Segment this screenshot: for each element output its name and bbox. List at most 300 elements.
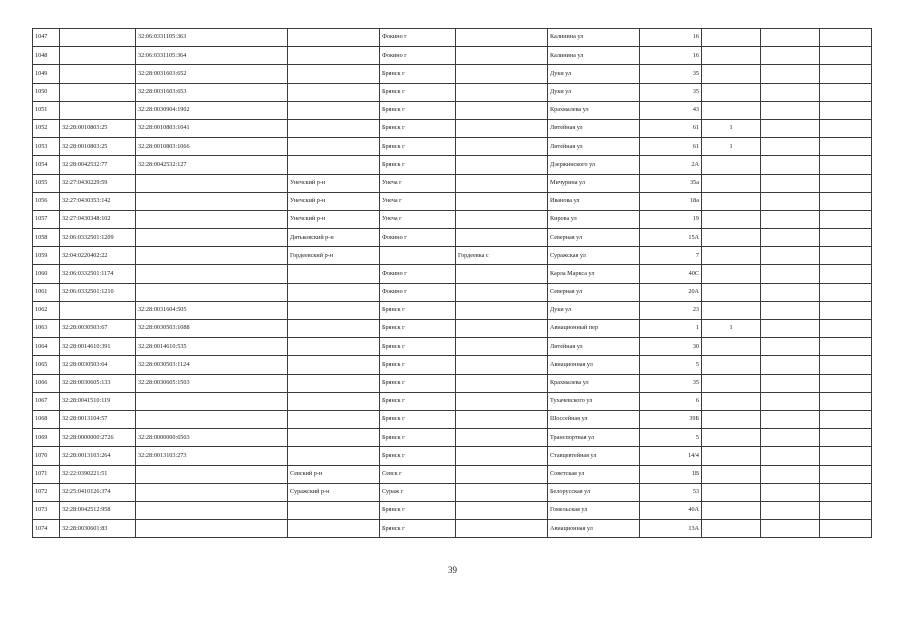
extra-column-1-cell — [761, 101, 820, 119]
row-number-cell: 1056 — [33, 192, 60, 210]
city-cell: Брянск г — [380, 101, 456, 119]
street-cell: Дуки ул — [548, 83, 640, 101]
house-number-cell: 35 — [640, 374, 702, 392]
extra-column-2-cell — [820, 29, 872, 47]
row-number-cell: 1069 — [33, 429, 60, 447]
street-cell: Северная ул — [548, 229, 640, 247]
table-row — [33, 429, 872, 447]
district-cell — [288, 265, 380, 283]
city-cell: Фокино г — [380, 47, 456, 65]
house-number-cell: 40С — [640, 265, 702, 283]
extra-column-2-cell — [820, 83, 872, 101]
street-cell: Крахмалева ул — [548, 374, 640, 392]
district-cell — [288, 119, 380, 137]
city-cell: Брянск г — [380, 301, 456, 319]
settlement-cell: Гордеевка с — [456, 247, 548, 265]
parcel-cadastral-number-cell: 32:06:0332501:1210 — [60, 283, 136, 301]
house-number-cell: 61 — [640, 119, 702, 137]
house-number-cell: 15А — [640, 229, 702, 247]
table-row — [33, 283, 872, 301]
city-cell: Фокино г — [380, 229, 456, 247]
parcel-cadastral-number-cell: 32:28:0030503:67 — [60, 320, 136, 338]
parcel-cadastral-number-cell: 32:28:0030503:64 — [60, 356, 136, 374]
extra-column-1-cell — [761, 29, 820, 47]
parcel-cadastral-number-cell: 32:28:0010803:25 — [60, 119, 136, 137]
settlement-cell — [456, 265, 548, 283]
table-row — [33, 156, 872, 174]
table-row — [33, 392, 872, 410]
building-number-cell: 1 — [702, 320, 761, 338]
street-cell: Дзержинского ул — [548, 156, 640, 174]
building-cadastral-number-cell — [136, 192, 288, 210]
house-number-cell: 39Б — [640, 410, 702, 428]
extra-column-2-cell — [820, 247, 872, 265]
building-number-cell — [702, 174, 761, 192]
street-cell: Калинина ул — [548, 47, 640, 65]
settlement-cell — [456, 47, 548, 65]
district-cell — [288, 520, 380, 538]
settlement-cell — [456, 83, 548, 101]
extra-column-1-cell — [761, 65, 820, 83]
extra-column-2-cell — [820, 47, 872, 65]
parcel-cadastral-number-cell — [60, 29, 136, 47]
building-cadastral-number-cell: 32:28:0010803:1041 — [136, 119, 288, 137]
city-cell: Сураж г — [380, 483, 456, 501]
table-row — [33, 174, 872, 192]
city-cell: Унеча г — [380, 174, 456, 192]
city-cell: Брянск г — [380, 447, 456, 465]
extra-column-1-cell — [761, 301, 820, 319]
row-number-cell: 1063 — [33, 320, 60, 338]
building-cadastral-number-cell: 32:28:0014610:535 — [136, 338, 288, 356]
table-row — [33, 265, 872, 283]
house-number-cell: 1 — [640, 320, 702, 338]
street-cell: Гомельская ул — [548, 501, 640, 519]
row-number-cell: 1074 — [33, 520, 60, 538]
city-cell — [380, 247, 456, 265]
row-number-cell: 1073 — [33, 501, 60, 519]
extra-column-2-cell — [820, 138, 872, 156]
extra-column-1-cell — [761, 247, 820, 265]
house-number-cell: 43 — [640, 101, 702, 119]
extra-column-2-cell — [820, 192, 872, 210]
extra-column-2-cell — [820, 501, 872, 519]
table-row — [33, 483, 872, 501]
extra-column-2-cell — [820, 483, 872, 501]
house-number-cell: 1В — [640, 465, 702, 483]
building-number-cell — [702, 465, 761, 483]
extra-column-1-cell — [761, 47, 820, 65]
city-cell: Брянск г — [380, 138, 456, 156]
building-cadastral-number-cell: 32:28:0031604:505 — [136, 301, 288, 319]
extra-column-1-cell — [761, 338, 820, 356]
district-cell — [288, 65, 380, 83]
extra-column-1-cell — [761, 229, 820, 247]
building-number-cell — [702, 210, 761, 228]
street-cell: Суражская ул — [548, 247, 640, 265]
building-number-cell: 1 — [702, 119, 761, 137]
row-number-cell: 1049 — [33, 65, 60, 83]
settlement-cell — [456, 156, 548, 174]
extra-column-1-cell — [761, 156, 820, 174]
row-number-cell: 1050 — [33, 83, 60, 101]
extra-column-1-cell — [761, 83, 820, 101]
house-number-cell: 19 — [640, 210, 702, 228]
parcel-cadastral-number-cell: 32:27:0430348:102 — [60, 210, 136, 228]
parcel-cadastral-number-cell: 32:27:0430353:142 — [60, 192, 136, 210]
house-number-cell: 30 — [640, 338, 702, 356]
table-row — [33, 229, 872, 247]
building-cadastral-number-cell — [136, 392, 288, 410]
parcel-cadastral-number-cell — [60, 47, 136, 65]
street-cell: Авиационная ул — [548, 520, 640, 538]
table-row — [33, 101, 872, 119]
extra-column-2-cell — [820, 429, 872, 447]
house-number-cell: 16 — [640, 47, 702, 65]
district-cell — [288, 156, 380, 174]
parcel-cadastral-number-cell: 32:25:0410126:374 — [60, 483, 136, 501]
extra-column-1-cell — [761, 501, 820, 519]
city-cell: Брянск г — [380, 356, 456, 374]
settlement-cell — [456, 447, 548, 465]
district-cell: Севский р-н — [288, 465, 380, 483]
building-number-cell — [702, 156, 761, 174]
settlement-cell — [456, 410, 548, 428]
settlement-cell — [456, 301, 548, 319]
street-cell: Литейная ул — [548, 138, 640, 156]
city-cell: Севск г — [380, 465, 456, 483]
row-number-cell: 1054 — [33, 156, 60, 174]
parcel-cadastral-number-cell: 32:22:0390221:51 — [60, 465, 136, 483]
building-cadastral-number-cell — [136, 265, 288, 283]
table-row — [33, 520, 872, 538]
building-number-cell — [702, 192, 761, 210]
extra-column-2-cell — [820, 229, 872, 247]
settlement-cell — [456, 29, 548, 47]
house-number-cell: 35а — [640, 174, 702, 192]
building-number-cell — [702, 356, 761, 374]
extra-column-2-cell — [820, 119, 872, 137]
parcel-cadastral-number-cell: 32:28:0010803:25 — [60, 138, 136, 156]
row-number-cell: 1068 — [33, 410, 60, 428]
building-number-cell — [702, 265, 761, 283]
settlement-cell — [456, 483, 548, 501]
settlement-cell — [456, 520, 548, 538]
parcel-cadastral-number-cell: 32:28:0030605:133 — [60, 374, 136, 392]
building-cadastral-number-cell: 32:06:0331105:364 — [136, 47, 288, 65]
city-cell: Брянск г — [380, 320, 456, 338]
district-cell — [288, 101, 380, 119]
parcel-cadastral-number-cell: 32:04:0220402:22 — [60, 247, 136, 265]
street-cell: Тухачевского ул — [548, 392, 640, 410]
table-row — [33, 465, 872, 483]
house-number-cell: 2А — [640, 156, 702, 174]
extra-column-2-cell — [820, 101, 872, 119]
house-number-cell: 53 — [640, 483, 702, 501]
settlement-cell — [456, 210, 548, 228]
house-number-cell: 13А — [640, 520, 702, 538]
district-cell: Суражский р-н — [288, 483, 380, 501]
city-cell: Брянск г — [380, 374, 456, 392]
building-number-cell — [702, 338, 761, 356]
settlement-cell — [456, 320, 548, 338]
table-row — [33, 29, 872, 47]
street-cell: Мичурина ул — [548, 174, 640, 192]
row-number-cell: 1060 — [33, 265, 60, 283]
page-number: 39 — [448, 565, 457, 575]
settlement-cell — [456, 374, 548, 392]
settlement-cell — [456, 465, 548, 483]
city-cell: Брянск г — [380, 156, 456, 174]
street-cell: Литейная ул — [548, 119, 640, 137]
table-row — [33, 301, 872, 319]
house-number-cell: 6 — [640, 392, 702, 410]
settlement-cell — [456, 283, 548, 301]
house-number-cell: 5 — [640, 356, 702, 374]
building-number-cell — [702, 101, 761, 119]
district-cell — [288, 320, 380, 338]
street-cell: Северная ул — [548, 283, 640, 301]
parcel-cadastral-number-cell — [60, 65, 136, 83]
district-cell: Гордеевский р-н — [288, 247, 380, 265]
row-number-cell: 1065 — [33, 356, 60, 374]
city-cell: Брянск г — [380, 410, 456, 428]
row-number-cell: 1058 — [33, 229, 60, 247]
building-cadastral-number-cell — [136, 283, 288, 301]
building-cadastral-number-cell: 32:28:0031603:653 — [136, 83, 288, 101]
parcel-cadastral-number-cell: 32:28:0042512:958 — [60, 501, 136, 519]
district-cell — [288, 429, 380, 447]
parcel-cadastral-number-cell: 32:28:0014610:391 — [60, 338, 136, 356]
city-cell: Брянск г — [380, 83, 456, 101]
extra-column-1-cell — [761, 447, 820, 465]
house-number-cell: 5 — [640, 429, 702, 447]
parcel-cadastral-number-cell: 32:28:0013103:264 — [60, 447, 136, 465]
city-cell: Фокино г — [380, 265, 456, 283]
extra-column-1-cell — [761, 374, 820, 392]
house-number-cell: 40А — [640, 501, 702, 519]
row-number-cell: 1055 — [33, 174, 60, 192]
house-number-cell: 61 — [640, 138, 702, 156]
settlement-cell — [456, 229, 548, 247]
parcel-cadastral-number-cell — [60, 83, 136, 101]
city-cell: Брянск г — [380, 520, 456, 538]
building-number-cell — [702, 501, 761, 519]
table-row — [33, 320, 872, 338]
building-cadastral-number-cell: 32:28:0030503:1088 — [136, 320, 288, 338]
row-number-cell: 1066 — [33, 374, 60, 392]
building-number-cell — [702, 374, 761, 392]
building-number-cell — [702, 247, 761, 265]
extra-column-1-cell — [761, 483, 820, 501]
street-cell: Кирова ул — [548, 210, 640, 228]
row-number-cell: 1071 — [33, 465, 60, 483]
street-cell: Транспортная ул — [548, 429, 640, 447]
register-table — [32, 28, 872, 538]
house-number-cell: 18а — [640, 192, 702, 210]
table-row — [33, 138, 872, 156]
city-cell: Фокино г — [380, 29, 456, 47]
city-cell: Брянск г — [380, 65, 456, 83]
row-number-cell: 1053 — [33, 138, 60, 156]
street-cell: Белорусская ул — [548, 483, 640, 501]
building-cadastral-number-cell: 32:28:0030503:1124 — [136, 356, 288, 374]
district-cell — [288, 392, 380, 410]
building-cadastral-number-cell: 32:28:0013103:273 — [136, 447, 288, 465]
parcel-cadastral-number-cell: 32:27:0430229:59 — [60, 174, 136, 192]
extra-column-2-cell — [820, 520, 872, 538]
building-cadastral-number-cell — [136, 465, 288, 483]
extra-column-1-cell — [761, 429, 820, 447]
district-cell — [288, 47, 380, 65]
street-cell: Иванова ул — [548, 192, 640, 210]
settlement-cell — [456, 356, 548, 374]
street-cell: Литейная ул — [548, 338, 640, 356]
table-row — [33, 410, 872, 428]
extra-column-2-cell — [820, 301, 872, 319]
table-row — [33, 83, 872, 101]
city-cell: Унеча г — [380, 192, 456, 210]
settlement-cell — [456, 65, 548, 83]
house-number-cell: 35 — [640, 83, 702, 101]
district-cell — [288, 29, 380, 47]
row-number-cell: 1064 — [33, 338, 60, 356]
extra-column-2-cell — [820, 65, 872, 83]
settlement-cell — [456, 192, 548, 210]
row-number-cell: 1051 — [33, 101, 60, 119]
building-cadastral-number-cell — [136, 247, 288, 265]
building-number-cell — [702, 47, 761, 65]
street-cell: Ставцевтейная ул — [548, 447, 640, 465]
building-number-cell: 1 — [702, 138, 761, 156]
building-cadastral-number-cell — [136, 483, 288, 501]
building-number-cell — [702, 429, 761, 447]
extra-column-2-cell — [820, 392, 872, 410]
settlement-cell — [456, 501, 548, 519]
table-row — [33, 210, 872, 228]
city-cell: Брянск г — [380, 392, 456, 410]
table-row — [33, 119, 872, 137]
building-number-cell — [702, 483, 761, 501]
table-row — [33, 447, 872, 465]
building-number-cell — [702, 283, 761, 301]
row-number-cell: 1067 — [33, 392, 60, 410]
building-cadastral-number-cell: 32:28:0042532:127 — [136, 156, 288, 174]
building-cadastral-number-cell — [136, 210, 288, 228]
street-cell: Дуки ул — [548, 65, 640, 83]
settlement-cell — [456, 174, 548, 192]
settlement-cell — [456, 138, 548, 156]
extra-column-1-cell — [761, 356, 820, 374]
table-row — [33, 338, 872, 356]
street-cell: Советская ул — [548, 465, 640, 483]
city-cell: Брянск г — [380, 429, 456, 447]
extra-column-1-cell — [761, 138, 820, 156]
house-number-cell: 20А — [640, 283, 702, 301]
street-cell: Карла Маркса ул — [548, 265, 640, 283]
extra-column-1-cell — [761, 174, 820, 192]
parcel-cadastral-number-cell: 32:28:0013104:57 — [60, 410, 136, 428]
row-number-cell: 1052 — [33, 119, 60, 137]
extra-column-1-cell — [761, 192, 820, 210]
extra-column-1-cell — [761, 119, 820, 137]
district-cell — [288, 356, 380, 374]
building-number-cell — [702, 410, 761, 428]
district-cell — [288, 410, 380, 428]
building-number-cell — [702, 83, 761, 101]
settlement-cell — [456, 429, 548, 447]
house-number-cell: 23 — [640, 301, 702, 319]
building-number-cell — [702, 520, 761, 538]
building-number-cell — [702, 229, 761, 247]
building-cadastral-number-cell — [136, 174, 288, 192]
table-body — [33, 29, 872, 538]
district-cell: Унечский р-н — [288, 192, 380, 210]
house-number-cell: 35 — [640, 65, 702, 83]
city-cell: Брянск г — [380, 338, 456, 356]
settlement-cell — [456, 338, 548, 356]
row-number-cell: 1072 — [33, 483, 60, 501]
district-cell — [288, 501, 380, 519]
house-number-cell: 14/4 — [640, 447, 702, 465]
table-row — [33, 192, 872, 210]
house-number-cell: 16 — [640, 29, 702, 47]
building-cadastral-number-cell: 32:28:0031603:652 — [136, 65, 288, 83]
parcel-cadastral-number-cell: 32:28:0000000:2726 — [60, 429, 136, 447]
building-number-cell — [702, 301, 761, 319]
table-row — [33, 501, 872, 519]
parcel-cadastral-number-cell: 32:28:0041510:119 — [60, 392, 136, 410]
parcel-cadastral-number-cell: 32:06:0332501:1174 — [60, 265, 136, 283]
building-number-cell — [702, 29, 761, 47]
parcel-cadastral-number-cell: 32:06:0332501:1209 — [60, 229, 136, 247]
extra-column-2-cell — [820, 283, 872, 301]
building-cadastral-number-cell — [136, 410, 288, 428]
extra-column-1-cell — [761, 410, 820, 428]
extra-column-2-cell — [820, 210, 872, 228]
street-cell: Крахмалева ул — [548, 101, 640, 119]
settlement-cell — [456, 119, 548, 137]
extra-column-1-cell — [761, 283, 820, 301]
extra-column-2-cell — [820, 174, 872, 192]
district-cell — [288, 374, 380, 392]
city-cell: Брянск г — [380, 501, 456, 519]
building-cadastral-number-cell: 32:28:0030605:1503 — [136, 374, 288, 392]
street-cell: Дуки ул — [548, 301, 640, 319]
row-number-cell: 1070 — [33, 447, 60, 465]
parcel-cadastral-number-cell: 32:28:0030601:83 — [60, 520, 136, 538]
extra-column-2-cell — [820, 356, 872, 374]
extra-column-1-cell — [761, 520, 820, 538]
settlement-cell — [456, 101, 548, 119]
table-row — [33, 374, 872, 392]
building-cadastral-number-cell — [136, 229, 288, 247]
building-cadastral-number-cell: 32:28:0030904:1902 — [136, 101, 288, 119]
district-cell: Унечский р-н — [288, 210, 380, 228]
extra-column-2-cell — [820, 410, 872, 428]
extra-column-2-cell — [820, 265, 872, 283]
parcel-cadastral-number-cell — [60, 301, 136, 319]
row-number-cell: 1057 — [33, 210, 60, 228]
district-cell — [288, 338, 380, 356]
building-number-cell — [702, 65, 761, 83]
street-cell: Авиационная ул — [548, 356, 640, 374]
table-row — [33, 65, 872, 83]
extra-column-2-cell — [820, 465, 872, 483]
street-cell: Калинина ул — [548, 29, 640, 47]
extra-column-2-cell — [820, 320, 872, 338]
extra-column-2-cell — [820, 338, 872, 356]
